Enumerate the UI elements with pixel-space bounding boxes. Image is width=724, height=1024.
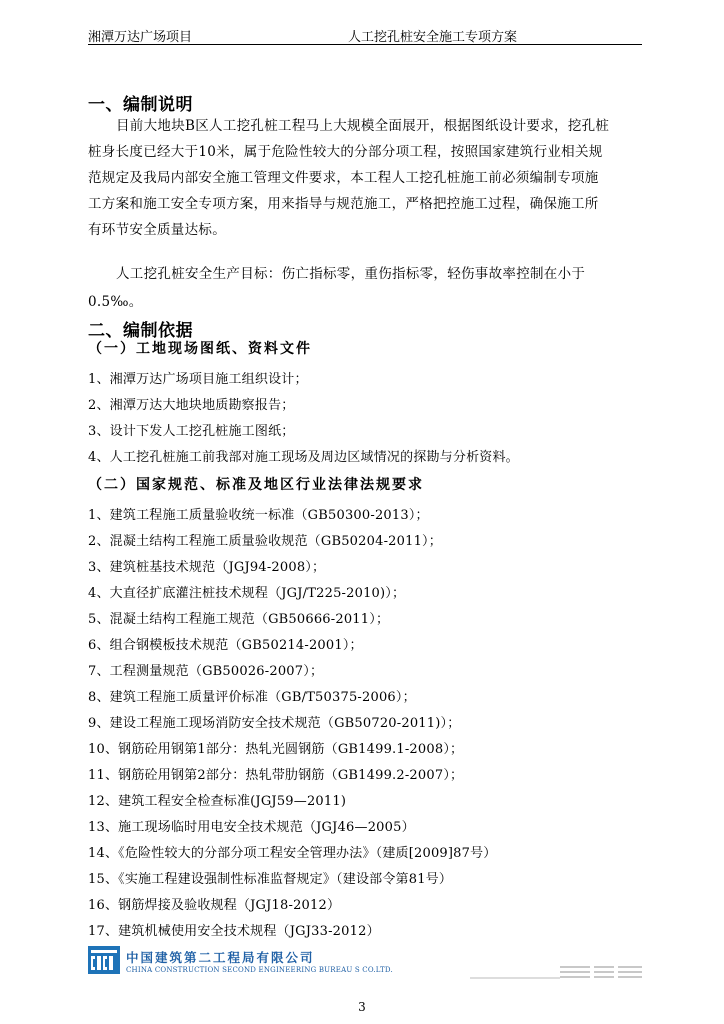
subsection1-heading: （一）工地现场图纸、资料文件 [88,341,312,357]
sub1-item: 2、湘潭万达大地块地质勘察报告； [88,398,295,413]
footer-company-english: CHINA CONSTRUCTION SECOND ENGINEERING BUREAU S CO.LTD. [126,966,393,974]
footer-decoration-icon [470,958,650,988]
header-project-name: 湘潭万达广场项目 [88,30,193,45]
sub2-item: 16、钢筋焊接及验收规程（JGJ18-2012） [88,898,341,913]
sub2-item: 17、建筑机械使用安全技术规程（JGJ33-2012） [88,924,380,939]
footer-company-name: 中国建筑第二工程局有限公司 [126,950,315,965]
page-number: 3 [358,1000,366,1014]
sub2-item: 13、施工现场临时用电安全技术规范（JGJ46—2005） [88,820,415,835]
sub1-item: 4、人工挖孔桩施工前我部对施工现场及周边区域情况的探勘与分析资料。 [88,450,519,465]
subsection2-heading: （二）国家规范、标准及地区行业法律法规要求 [88,477,424,493]
section2-heading: 二、编制依据 [88,321,193,341]
sub1-item: 3、设计下发人工挖孔桩施工图纸； [88,424,295,439]
header-divider [88,44,642,45]
para1-line-4: 工方案和施工安全专项方案，用来指导与规范施工，严格把控施工过程，确保施工所 [88,196,599,212]
para1-line-5: 有环节安全质量达标。 [88,222,226,238]
sub2-item: 2、混凝土结构工程施工质量验收规范（GB50204-2011）； [88,534,442,549]
para1-line-1: 目前大地块B区人工挖孔桩工程马上大规模全面展开，根据图纸设计要求，挖孔桩 [116,118,610,134]
sub2-item: 8、建筑工程施工质量评价标准（GB/T50375-2006）； [88,690,416,705]
para2-line-1: 人工挖孔桩安全生产目标：伤亡指标零，重伤指标零，轻伤事故率控制在小于 [116,266,586,282]
sub2-item: 5、混凝土结构工程施工规范（GB50666-2011）； [88,612,390,627]
sub2-item: 3、建筑桩基技术规范（JGJ94-2008）； [88,560,326,575]
sub2-item: 1、建筑工程施工质量验收统一标准（GB50300-2013）； [88,508,429,523]
section1-heading: 一、编制说明 [88,95,193,115]
page-header [88,24,642,46]
sub2-item: 10、钢筋砼用钢第1部分：热轧光圆钢筋（GB1499.1-2008）； [88,742,464,757]
sub2-item: 14、《危险性较大的分部分项工程安全管理办法》（建质[2009]87号） [88,846,497,861]
para1-line-3: 范规定及我局内部安全施工管理文件要求，本工程人工挖孔桩施工前必须编制专项施 [88,170,599,186]
sub2-item: 12、建筑工程安全检查标准(JGJ59—2011) [88,794,347,809]
header-document-title: 人工挖孔桩安全施工专项方案 [348,30,518,45]
sub2-item: 9、建设工程施工现场消防安全技术规范（GB50720-2011)）； [88,716,461,731]
sub2-item: 11、钢筋砼用钢第2部分：热轧带肋钢筋（GB1499.2-2007）； [88,768,464,783]
para1-line-2: 桩身长度已经大于10米，属于危险性较大的分部分项工程，按照国家建筑行业相关规 [88,144,603,160]
cscec-logo-icon [88,946,120,974]
sub2-item: 7、工程测量规范（GB50026-2007）； [88,664,324,679]
para2-line-2: 0.5‰。 [88,294,143,310]
sub1-item: 1、湘潭万达广场项目施工组织设计； [88,372,308,387]
sub2-item: 15、《实施工程建设强制性标准监督规定》（建设部令第81号） [88,872,453,887]
sub2-item: 6、组合钢模板技术规范（GB50214-2001）； [88,638,363,653]
sub2-item: 4、大直径扩底灌注桩技术规程（JGJ/T225-2010)）； [88,586,406,601]
